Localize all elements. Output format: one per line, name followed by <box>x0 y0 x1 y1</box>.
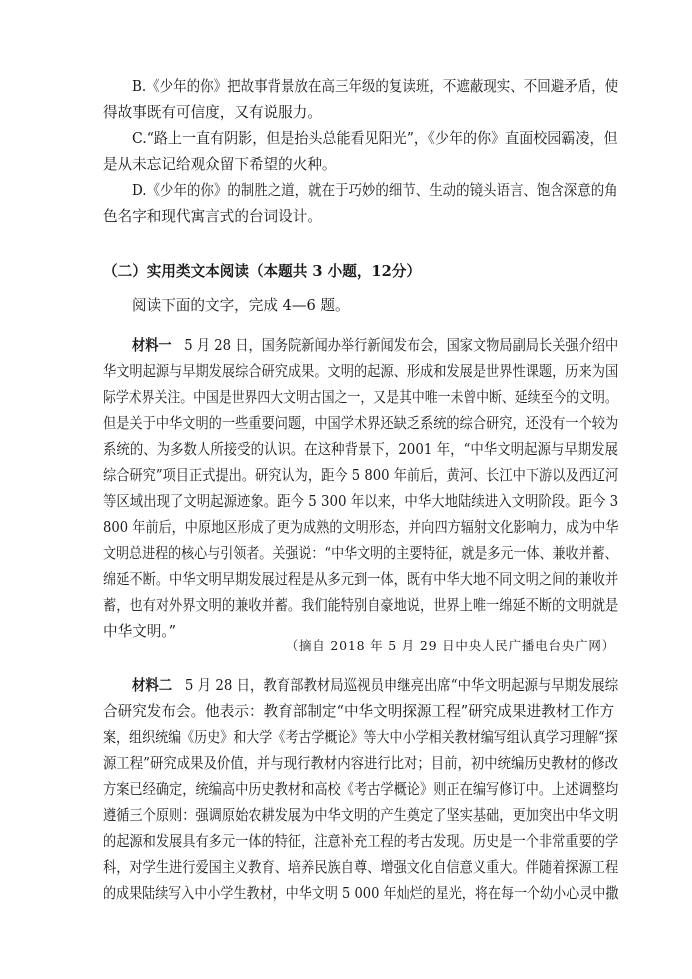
material1-line-4: 但是关于中华文明的一些重要问题，中国学术界还缺乏系统的综合研究，还没有一个较为 <box>103 415 619 432</box>
material1-line-3: 际学术界关注。中国是世界四大文明古国之一，又是其中唯一未曾中断、延续至今的文明。 <box>103 389 618 406</box>
material2-line-4: 源工程”研究成果及价值，并与现行教材内容进行比对；目前，初中统编历史教材的修改 <box>103 755 619 772</box>
material1-line-7: 等区域出现了文明起源迹象。距今 5 300 年以来，中华大地陆续进入文明阶段。距今 3 <box>103 493 619 510</box>
material1-line-6: 综合研究”项目正式提出。研究认为，距今 5 800 年前后，黄河、长江中下游以及西辽河 <box>103 467 619 484</box>
option-c-line-2: 是从未忘记给观众留下希望的火种。 <box>103 156 337 173</box>
material2-line-1-text: 5 月 28 日，教育部教材局巡视员申继亮出席“中华文明起源与早期发展综 <box>184 677 619 694</box>
option-d-line-1: D.《少年的你》的制胜之道，就在于巧妙的细节、生动的镜头语言、饱含深意的角 <box>132 182 618 199</box>
material1-line-12: 中华文明。” <box>103 623 177 640</box>
material1-line-8: 800 年前后，中原地区形成了更为成熟的文明形态，并向四方辐射文化影响力，成为中华 <box>103 519 619 536</box>
material2-line-3: 案，组织统编《历史》和大学《考古学概论》等大中小学相关教材编写组认真学习理解“探 <box>103 729 618 746</box>
material2-line-5: 方案已经确定，统编高中历史教材和高校《考古学概论》则正在编写修订中。上述调整均 <box>103 781 619 798</box>
material1-line-1-text: 5 月 28 日，国务院新闻办举行新闻发布会，国家文物局副局长关强介绍中 <box>184 337 619 354</box>
material2-line-6: 遵循三个原则：强调原始农耕发展为中华文明的产生奠定了坚实基础，更加突出中华文明 <box>103 807 619 824</box>
material2-line-8: 科，对学生进行爱国主义教育、培养民族自尊、增强文化自信意义重大。伴随着探源工程 <box>103 859 619 876</box>
material1-line-11: 蓄，也有对外界文明的兼收并蓄。我们能特别自豪地说，世界上唯一绵延不断的文明就是 <box>103 597 619 614</box>
material2-line-2: 合研究发布会。他表示：教育部制定“中华文明探源工程”研究成果进教材工作方 <box>103 703 615 720</box>
material1-line-10: 绵延不断。中华文明早期发展过程是从多元到一体，既有中华大地不同文明之间的兼收并 <box>103 571 619 588</box>
option-c-line-1: C.“路上一直有阴影，但是抬头总能看见阳光”，《少年的你》直面校园霸凌，但 <box>132 130 618 147</box>
section-heading: （二）实用类文本阅读（本题共 3 小题，12分） <box>103 263 421 280</box>
material1-line-2: 华文明起源与早期发展综合研究成果。文明的起源、形成和发展是世界性课题，历来为国 <box>103 363 619 380</box>
material2-label: 材料二 <box>132 677 173 694</box>
material2-line-9: 的成果陆续写入中小学生教材，中华文明 5 000 年灿烂的星光，将在每一个幼小心灵中撒 <box>103 885 619 902</box>
material1-source: （摘自 2018 年 5 月 29 日中央人民广播电台央广网） <box>285 638 615 653</box>
material2-line-1 <box>132 676 618 696</box>
material1-line-9: 文明总进程的核心与引领者。关强说：“中华文明的主要特征，就是多元一体、兼收并蓄、 <box>103 545 618 562</box>
instruction: 阅读下面的文字，完成 4—6 题。 <box>132 297 350 314</box>
material1-label: 材料一 <box>132 337 172 354</box>
material1-line-5: 系统的、为多数人所接受的认识。在这种背景下，2001 年，“中华文明起源与早期发展 <box>103 441 619 458</box>
option-b-line-2: 得故事既有可信度，又有说服力。 <box>103 104 322 121</box>
material2-line-7: 的起源和发展具有多元一体的特征，注意补充工程的考古发现。历史是一个非常重要的学 <box>103 833 619 850</box>
option-b-line-1: B.《少年的你》把故事背景放在高三年级的复读班，不遮蔽现实、不回避矛盾，使 <box>132 78 619 95</box>
option-d-line-2: 色名字和现代寓言式的台词设计。 <box>103 208 322 225</box>
material1-line-1 <box>132 336 618 356</box>
